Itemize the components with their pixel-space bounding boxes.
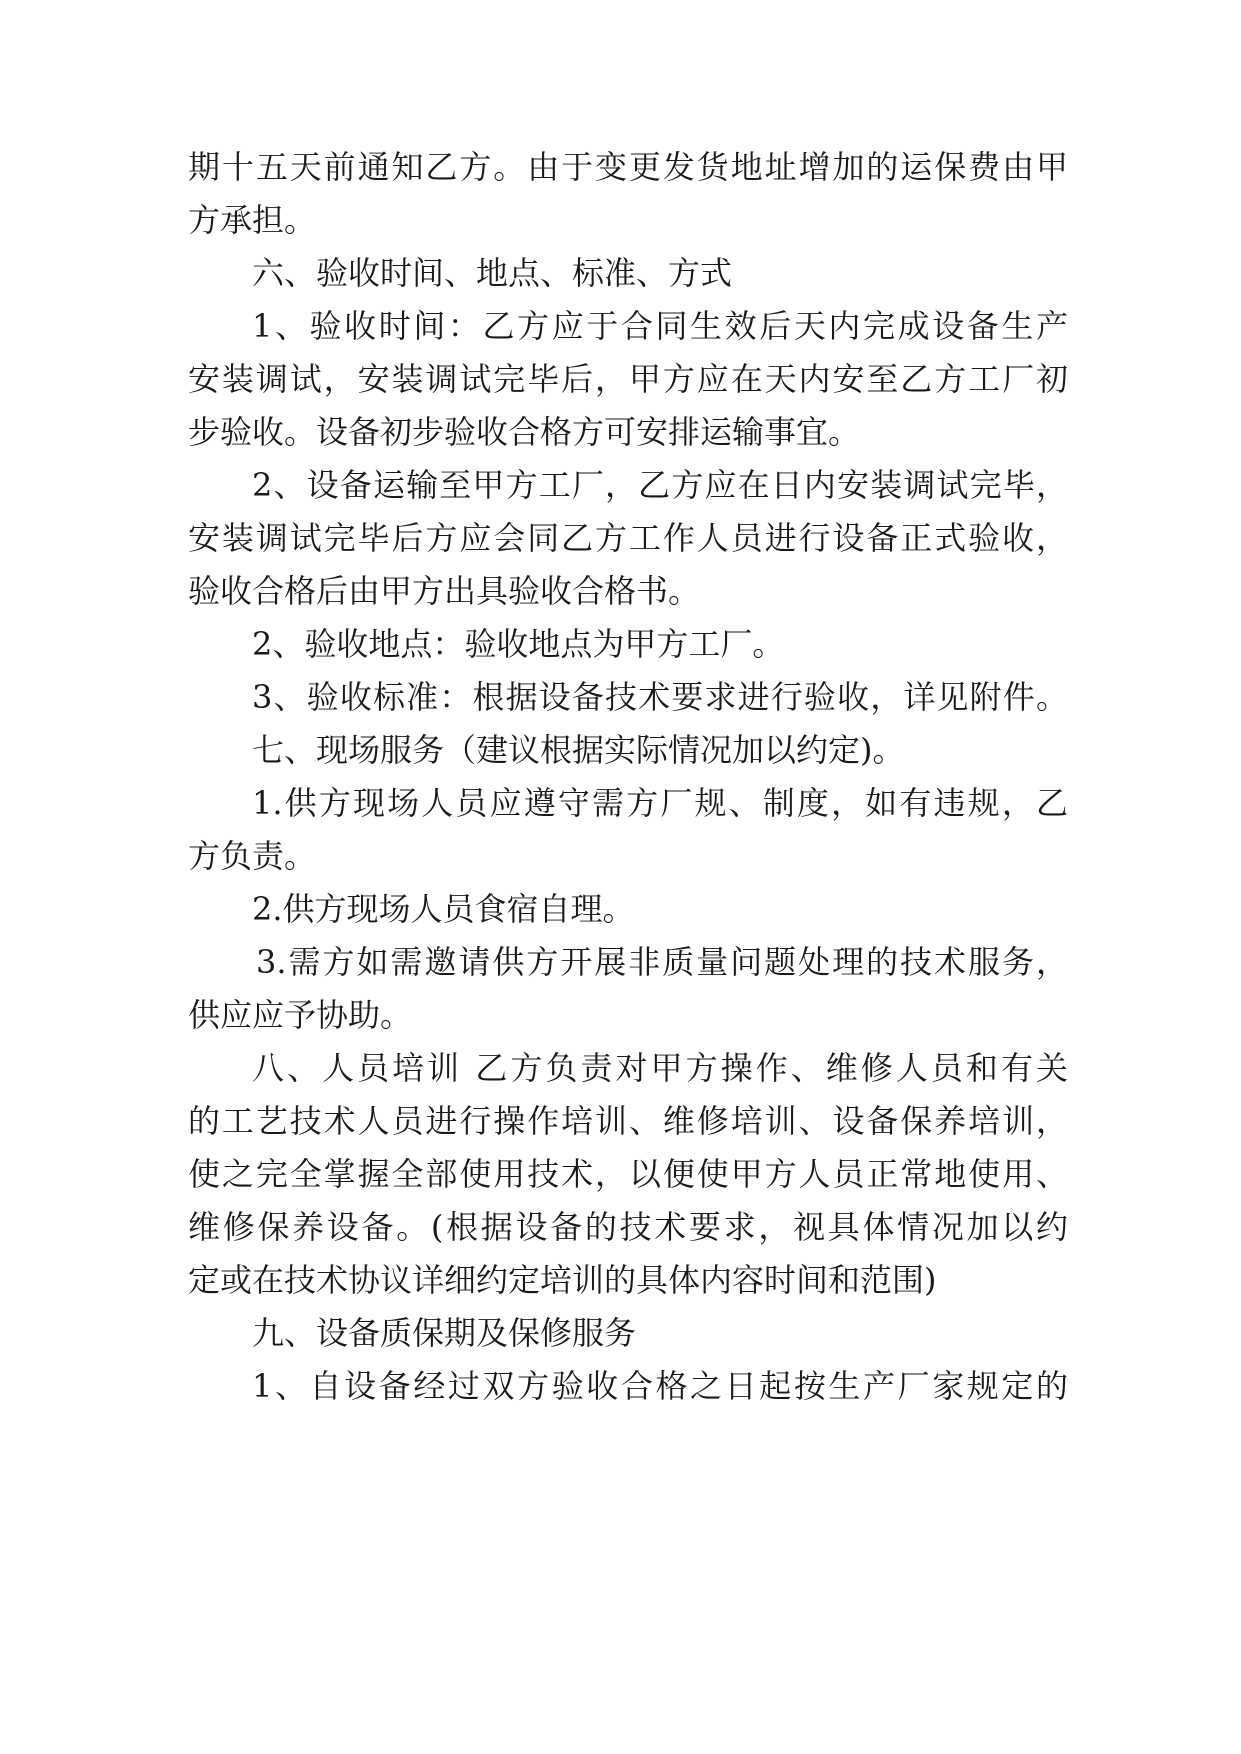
paragraph-line: 1、验收时间：乙方应于合同生效后天内完成设备生产 [252, 307, 1068, 345]
paragraph-line: 3.需方如需邀请供方开展非质量问题处理的技术服务， [256, 943, 1068, 981]
paragraph-line: 2、验收地点：验收地点为甲方工厂。 [252, 625, 785, 663]
paragraph-line: 维修保养设备。(根据设备的技术要求，视具体情况加以约 [188, 1208, 1068, 1246]
paragraph-line: 供应应予协助。 [188, 996, 413, 1034]
section-heading: 六、验收时间、地点、标准、方式 [252, 254, 733, 292]
paragraph-line: 方负责。 [188, 837, 317, 875]
paragraph-line: 定或在技术协议详细约定培训的具体内容时间和范围) [188, 1261, 937, 1299]
section-heading: 七、现场服务（建议根据实际情况加以约定)。 [252, 731, 905, 769]
section-heading: 九、设备质保期及保修服务 [252, 1314, 637, 1352]
paragraph-line: 2.供方现场人员食宿自理。 [252, 890, 635, 928]
paragraph-line: 安装调试，安装调试完毕后，甲方应在天内安至乙方工厂初 [188, 360, 1068, 398]
paragraph-line: 步验收。设备初步验收合格方可安排运输事宜。 [188, 413, 861, 451]
paragraph-line: 使之完全掌握全部使用技术，以便使甲方人员正常地使用、 [188, 1155, 1068, 1193]
paragraph-line: 2、设备运输至甲方工厂，乙方应在日内安装调试完毕， [252, 466, 1068, 504]
paragraph-line: 验收合格后由甲方出具验收合格书。 [188, 572, 701, 610]
paragraph-line: 安装调试完毕后方应会同乙方工作人员进行设备正式验收， [188, 519, 1068, 557]
paragraph-line: 1.供方现场人员应遵守需方厂规、制度，如有违规，乙 [252, 784, 1068, 822]
section-heading: 八、人员培训 乙方负责对甲方操作、维修人员和有关 [252, 1049, 1068, 1087]
paragraph-line: 1、自设备经过双方验收合格之日起按生产厂家规定的 [252, 1367, 1068, 1405]
paragraph-line: 3、验收标准：根据设备技术要求进行验收，详见附件。 [252, 678, 1068, 716]
paragraph-line: 的工艺技术人员进行操作培训、维修培训、设备保养培训， [188, 1102, 1068, 1140]
paragraph-line: 期十五天前通知乙方。由于变更发货地址增加的运保费由甲 [188, 148, 1068, 186]
paragraph-line: 方承担。 [188, 201, 317, 239]
